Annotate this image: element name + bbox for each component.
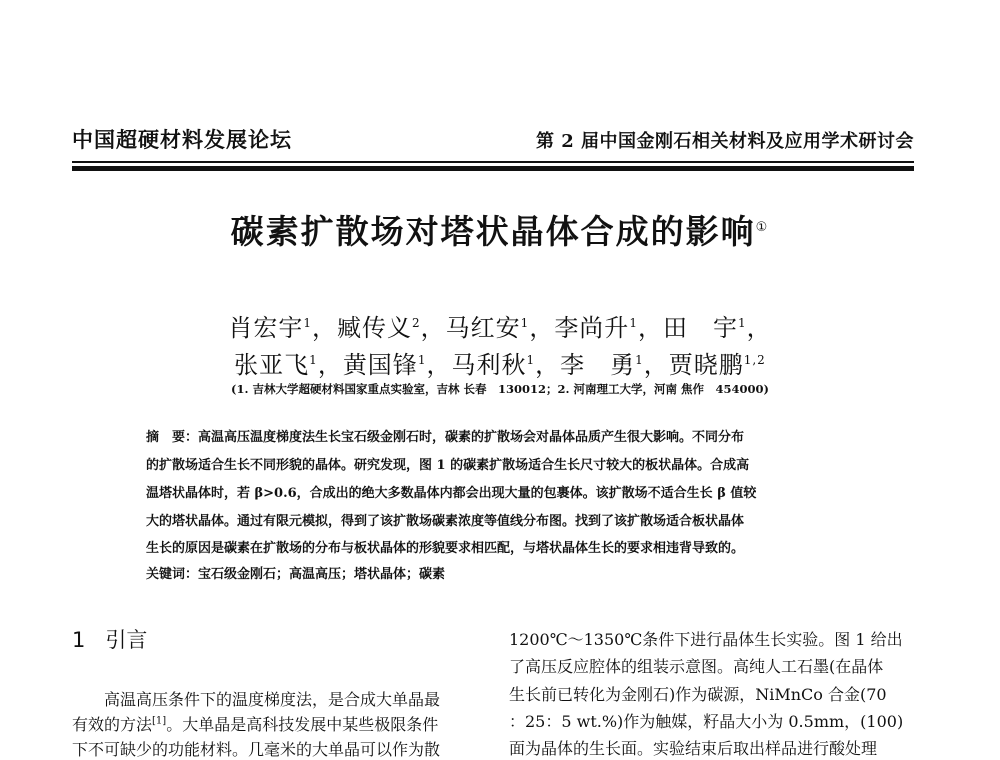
abstract-line-2: 的扩散场适合生长不同形貌的晶体。研究发现，图 1 的碳素扩散场适合生长尺寸较大的板状晶体。合成高 <box>146 458 750 473</box>
keywords-label: 关键词 <box>146 567 186 582</box>
paper-title <box>0 206 1000 253</box>
author: 马红安$^1$， <box>445 314 555 342</box>
author: 李 勇$^1$， <box>560 351 669 379</box>
abstract-label: 摘 要 <box>146 430 186 445</box>
section-title: 引言 <box>105 628 148 652</box>
citation-marker: [1] <box>152 715 167 727</box>
left-column-line-3: 下不可缺少的功能材料。几毫米的大单晶可以作为散 <box>72 740 441 759</box>
author-line-1 <box>0 308 1000 343</box>
right-column-line-1: 1200℃～1350℃条件下进行晶体生长实验。图 1 给出 <box>509 630 903 649</box>
abstract-line-4: 大的塔状晶体。通过有限元模拟，得到了该扩散场碳素浓度等值线分布图。找到了该扩散场适合板状晶体 <box>146 514 745 529</box>
author: 肖宏宇$^1$， <box>228 314 338 342</box>
right-column-line-5: 面为晶体的生长面。实验结束后取出样品进行酸处理 <box>509 739 878 758</box>
author: 李尚升$^1$， <box>554 314 663 342</box>
author: 田 宇$^1$， <box>662 314 772 342</box>
author: 马利秋$^1$， <box>451 351 561 379</box>
affiliation: (1. 吉林大学超硬材料国家重点实验室，吉林 长春 130012；2. 河南理工大学，河南 焦作 454000) <box>231 382 769 396</box>
header-rule-thick <box>72 166 914 171</box>
header-rule-thin <box>72 161 914 163</box>
author-line-2 <box>0 345 1000 380</box>
title-footnote-mark: ① <box>755 220 770 235</box>
abstract-line-3: 温塔状晶体时，若 β>0.6，合成出的绝大多数晶体内都会出现大量的包裹体。该扩散场不适合生长 β 值较 <box>146 486 757 501</box>
running-header-right: 第 2 届中国金刚石相关材料及应用学术研讨会 <box>535 131 914 152</box>
right-column-line-4: ：25：5 wt.%)作为触媒，籽晶大小为 0.5mm，(100) <box>509 712 904 731</box>
right-column-line-2: 了高压反应腔体的组装示意图。高纯人工石墨(在晶体 <box>509 657 884 676</box>
abstract-line-1: 摘 要：高温高压温度梯度法生长宝石级金刚石时，碳素的扩散场会对晶体品质产生很大影响。不同分布 <box>146 430 745 445</box>
section-number: 1 <box>72 628 86 652</box>
keywords-line <box>146 563 445 582</box>
title-text: 碳素扩散场对塔状晶体合成的影响 <box>230 212 756 251</box>
author: 臧传义$^2$， <box>337 314 446 342</box>
author: 贾晓鹏$^{1,2}$ <box>668 351 766 379</box>
left-column-line-1: 高温高压条件下的温度梯度法，是合成大单晶最 <box>72 690 441 709</box>
right-column-line-3: 生长前已转化为金刚石)作为碳源，NiMnCo 合金(70 <box>509 685 887 704</box>
author: 黄国锋$^1$， <box>342 351 452 379</box>
section-heading <box>72 624 147 654</box>
author: 张亚飞$^1$， <box>234 351 343 379</box>
abstract-line-5: 生长的原因是碳素在扩散场的分布与板状晶体的形貌要求相匹配，与塔状晶体生长的要求相违背导致的。 <box>146 541 745 556</box>
left-column-line-2: 有效的方法[1]。大单晶是高科技发展中某些极限条件 <box>72 715 439 734</box>
keywords: ：宝石级金刚石；高温高压；塔状晶体；碳素 <box>185 567 446 582</box>
running-header-left: 中国超硬材料发展论坛 <box>72 127 292 152</box>
